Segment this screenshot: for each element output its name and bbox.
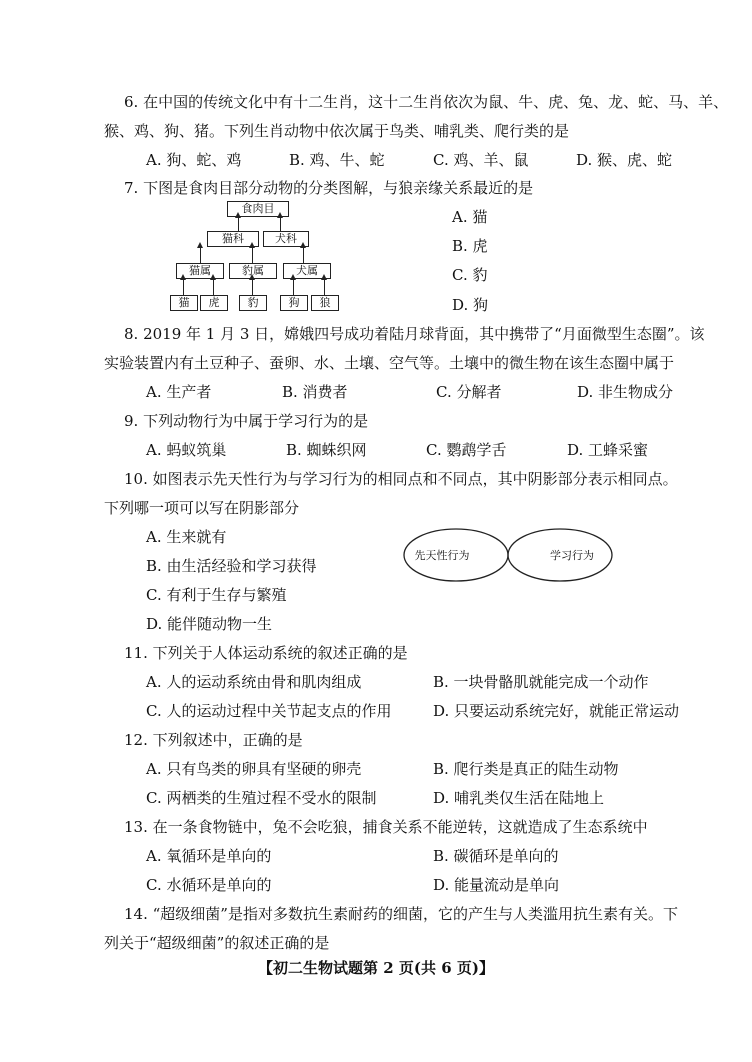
q10-line1: 10. 如图表示先天性行为与学习行为的相同点和不同点，其中阴影部分表示相同点。 xyxy=(124,470,678,488)
tree-family-cat-box: 猫科 xyxy=(207,231,259,247)
arrow-genus-dog-to-family xyxy=(303,247,304,263)
q13-option-a: A. 氧循环是单向的 xyxy=(146,847,272,865)
q7-option-a: A. 猫 xyxy=(452,208,488,226)
q9-option-c: C. 鹦鹉学舌 xyxy=(426,441,507,459)
tree-species-wolf-box: 狼 xyxy=(311,295,339,311)
q6-option-a: A. 狗、蛇、鸡 xyxy=(146,151,242,169)
q8-option-d: D. 非生物成分 xyxy=(577,383,674,401)
q12-option-d: D. 哺乳类仅生活在陆地上 xyxy=(433,789,605,807)
q10-option-a: A. 生来就有 xyxy=(146,528,227,546)
q6-option-b: B. 鸡、牛、蛇 xyxy=(289,151,385,169)
tree-species-leopard-box: 豹 xyxy=(239,295,267,311)
q8-option-b: B. 消费者 xyxy=(282,383,348,401)
arrow-species-dog xyxy=(293,279,294,295)
venn-left-label: 先天性行为 xyxy=(414,549,470,562)
q9-option-b: B. 蜘蛛织网 xyxy=(286,441,367,459)
arrow-species-leopard xyxy=(252,279,253,295)
venn-right-label: 学习行为 xyxy=(550,549,594,562)
q6-option-c: C. 鸡、羊、鼠 xyxy=(433,151,529,169)
arrow-dog-family-to-order xyxy=(280,217,281,231)
tree-species-dog-box: 狗 xyxy=(280,295,308,311)
q7-option-c: C. 豹 xyxy=(452,266,488,284)
q12-option-a: A. 只有鸟类的卵具有坚硬的卵壳 xyxy=(146,760,362,778)
arrow-genus-leopard-to-family xyxy=(252,247,253,263)
q13-option-d: D. 能量流动是单向 xyxy=(433,876,560,894)
arrow-cat-family-to-order xyxy=(238,217,239,231)
q13-stem: 13. 在一条食物链中，兔不会吃狼，捕食关系不能逆转，这就造成了生态系统中 xyxy=(124,818,648,836)
q6-line1: 6. 在中国的传统文化中有十二生肖，这十二生肖依次为鼠、牛、虎、兔、龙、蛇、马、羊、 xyxy=(124,93,729,111)
tree-species-tiger-box: 虎 xyxy=(200,295,228,311)
q8-option-c: C. 分解者 xyxy=(436,383,502,401)
q9-option-a: A. 蚂蚁筑巢 xyxy=(146,441,227,459)
tree-genus-leopard-box: 豹属 xyxy=(229,263,277,279)
tree-family-dog-box: 犬科 xyxy=(263,231,309,247)
arrow-species-cat xyxy=(183,279,184,295)
q7-option-b: B. 虎 xyxy=(452,237,488,255)
q9-option-d: D. 工蜂采蜜 xyxy=(567,441,649,459)
q7-option-d: D. 狗 xyxy=(452,296,489,314)
q11-option-a: A. 人的运动系统由骨和肌肉组成 xyxy=(146,673,362,691)
arrow-genus-cat-to-family xyxy=(200,247,201,263)
q8-line2: 实验装置内有土豆种子、蚕卵、水、土壤、空气等。土壤中的微生物在该生态圈中属于 xyxy=(104,354,675,372)
q12-option-b: B. 爬行类是真正的陆生动物 xyxy=(433,760,619,778)
q11-option-c: C. 人的运动过程中关节起支点的作用 xyxy=(146,702,392,720)
q13-option-b: B. 碳循环是单向的 xyxy=(433,847,559,865)
q11-option-b: B. 一块骨骼肌就能完成一个动作 xyxy=(433,673,649,691)
q8-line1: 8. 2019 年 1 月 3 日，嫦娥四号成功着陆月球背面，其中携带了“月面微型生态圈”。该 xyxy=(124,325,705,343)
q8-option-a: A. 生产者 xyxy=(146,383,212,401)
q10-option-c: C. 有利于生存与繁殖 xyxy=(146,586,287,604)
q12-option-c: C. 两栖类的生殖过程不受水的限制 xyxy=(146,789,377,807)
tree-species-cat-box: 猫 xyxy=(170,295,198,311)
q14-line2: 列关于“超级细菌”的叙述正确的是 xyxy=(104,934,330,952)
venn-diagram xyxy=(400,526,616,586)
q7-stem: 7. 下图是食肉目部分动物的分类图解，与狼亲缘关系最近的是 xyxy=(124,179,534,197)
q14-line1: 14. “超级细菌”是指对多数抗生素耐药的细菌，它的产生与人类滥用抗生素有关。下 xyxy=(124,905,678,923)
arrow-species-wolf xyxy=(324,279,325,295)
q10-option-b: B. 由生活经验和学习获得 xyxy=(146,557,317,575)
q11-option-d: D. 只要运动系统完好，就能正常运动 xyxy=(433,702,680,720)
q13-option-c: C. 水循环是单向的 xyxy=(146,876,272,894)
tree-genus-cat-box: 猫属 xyxy=(176,263,224,279)
q11-stem: 11. 下列关于人体运动系统的叙述正确的是 xyxy=(124,644,408,662)
q9-stem: 9. 下列动物行为中属于学习行为的是 xyxy=(124,412,369,430)
tree-genus-dog-box: 犬属 xyxy=(283,263,331,279)
q6-line2: 猴、鸡、狗、猪。下列生肖动物中依次属于鸟类、哺乳类、爬行类的是 xyxy=(104,122,570,140)
q10-option-d: D. 能伴随动物一生 xyxy=(146,615,273,633)
tree-order-box: 食肉目 xyxy=(227,201,289,217)
q12-stem: 12. 下列叙述中，正确的是 xyxy=(124,731,303,749)
q6-option-d: D. 猴、虎、蛇 xyxy=(576,151,673,169)
q10-line2: 下列哪一项可以写在阴影部分 xyxy=(104,499,300,517)
page-footer: 【初二生物试题第 2 页(共 6 页)】 xyxy=(258,959,494,977)
arrow-species-tiger xyxy=(213,279,214,295)
